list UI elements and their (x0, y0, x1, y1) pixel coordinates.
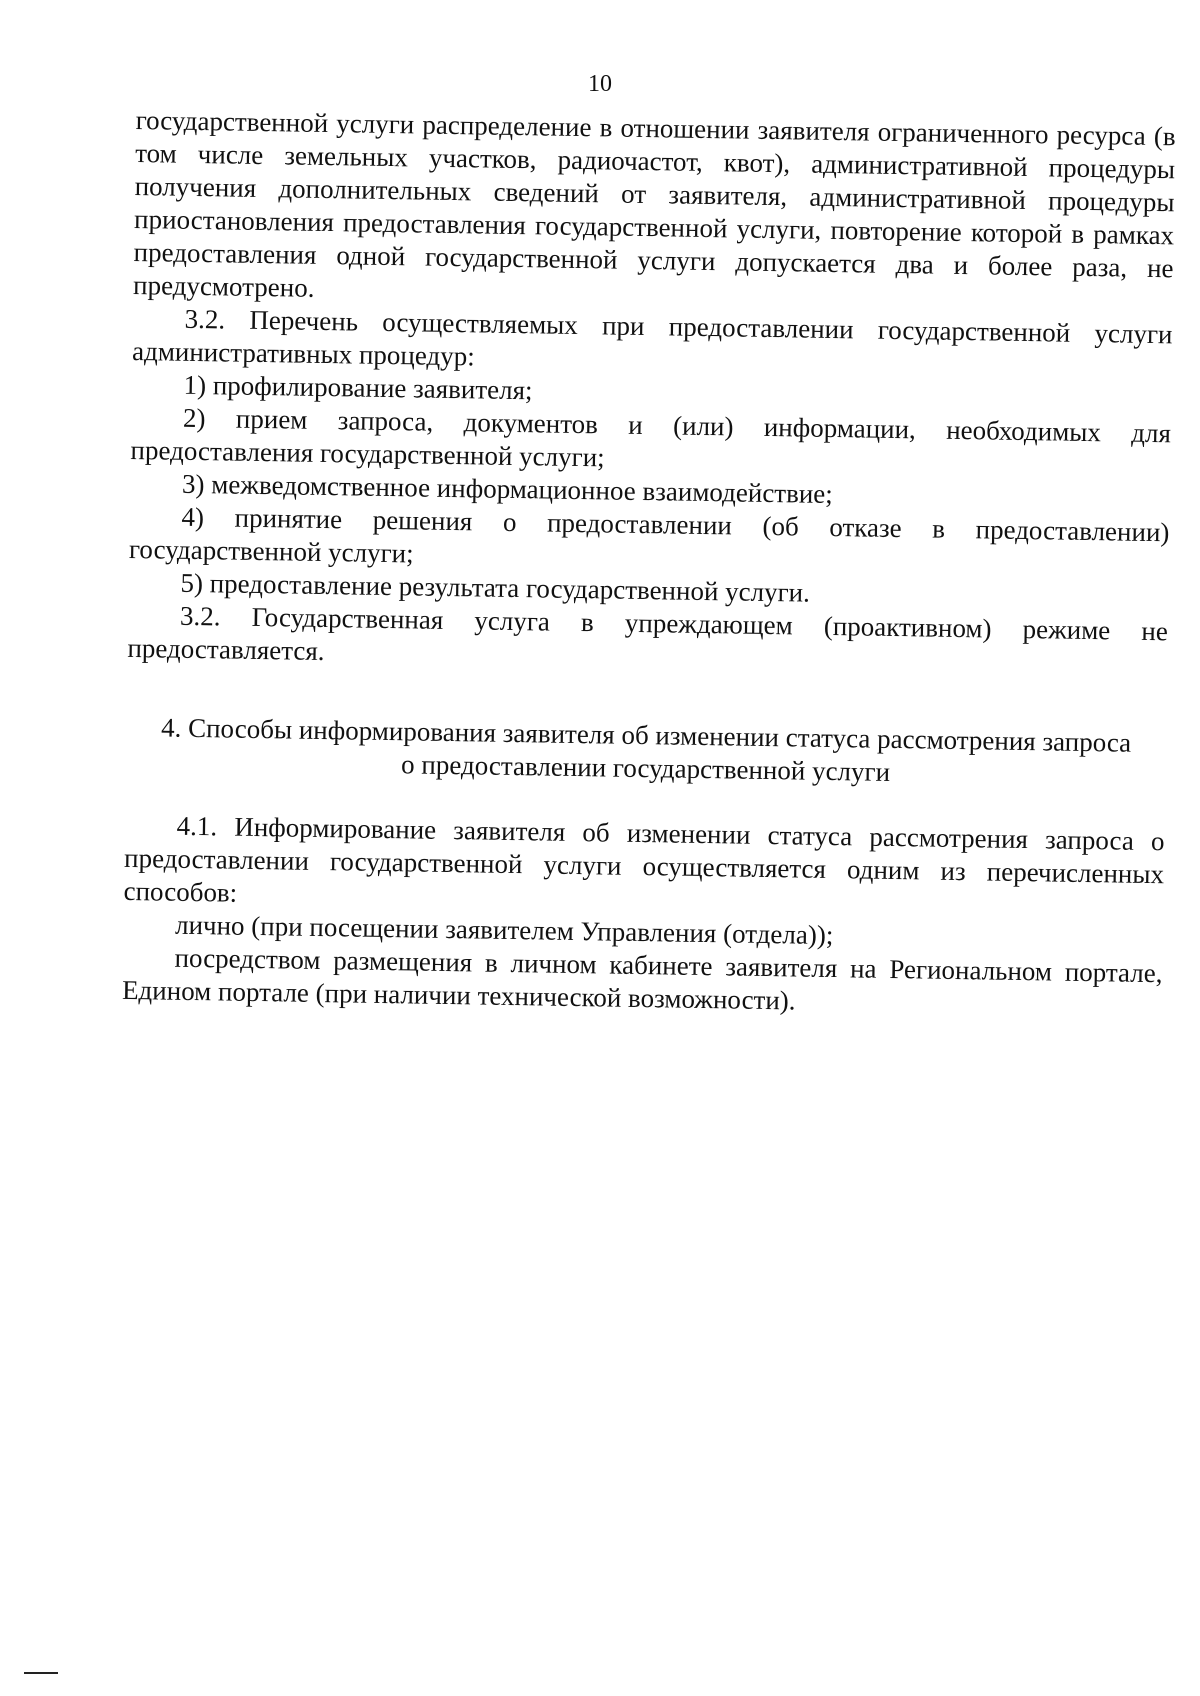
list-item-2: 2) прием запроса, документов и (или) информации, необходимых для предоставления государственной услуги; (130, 402, 1172, 473)
list-item-5: 5) предоставление результата государственной услуги. (180, 567, 811, 608)
section-heading-4 (125, 711, 1166, 793)
method-online-cabinet: посредством размещения в личном кабинете заявителя на Региональном портале, Едином портале (при наличии технической возможности). (121, 942, 1163, 1016)
section-heading-line-1: 4. Способы информирования заявителя об изменении статуса рассмотрения запроса (160, 712, 1132, 758)
list-item-3: 3) межведомственное информационное взаимодействие; (181, 468, 834, 509)
document-body (122, 104, 1176, 1023)
page-number: 10 (588, 71, 612, 97)
paragraph-3-2-proactive: 3.2. Государственная услуга в упреждающем (проактивном) режиме не предоставляется. (127, 600, 1169, 667)
list-item-4: 4) принятие решения о предоставлении (об отказе в предоставлении) государственной услуги; (128, 501, 1170, 569)
method-in-person: лично (при посещении заявителем Управления (отдела)); (174, 909, 834, 951)
paragraph-4-1: 4.1. Информирование заявителя об изменении статуса рассмотрения запроса о предоставлении государственной услуги осуществляется одним из перечисленных способов: (123, 810, 1165, 908)
paragraph-continuation: государственной услуги распределение в отношении заявителя ограниченного ресурса (в том числе земельных участков, радиочастот, квот), административной процедуры получения дополнительных сведений от заявителя, административной процедуры приостановления предоставления государственной услуги, повторение которой в рамках предоставления одной государственной услуги допускается два и более раза, не предусмотрено. (132, 104, 1176, 303)
section-heading-line-2: о предоставлении государственной услуги (400, 749, 891, 787)
footer-line-mark (24, 1672, 58, 1674)
paragraph-3-2-list-intro: 3.2. Перечень осуществляемых при предоставлении государственной услуги административных процедур: (131, 303, 1173, 372)
list-item-1: 1) профилирование заявителя; (183, 369, 533, 406)
